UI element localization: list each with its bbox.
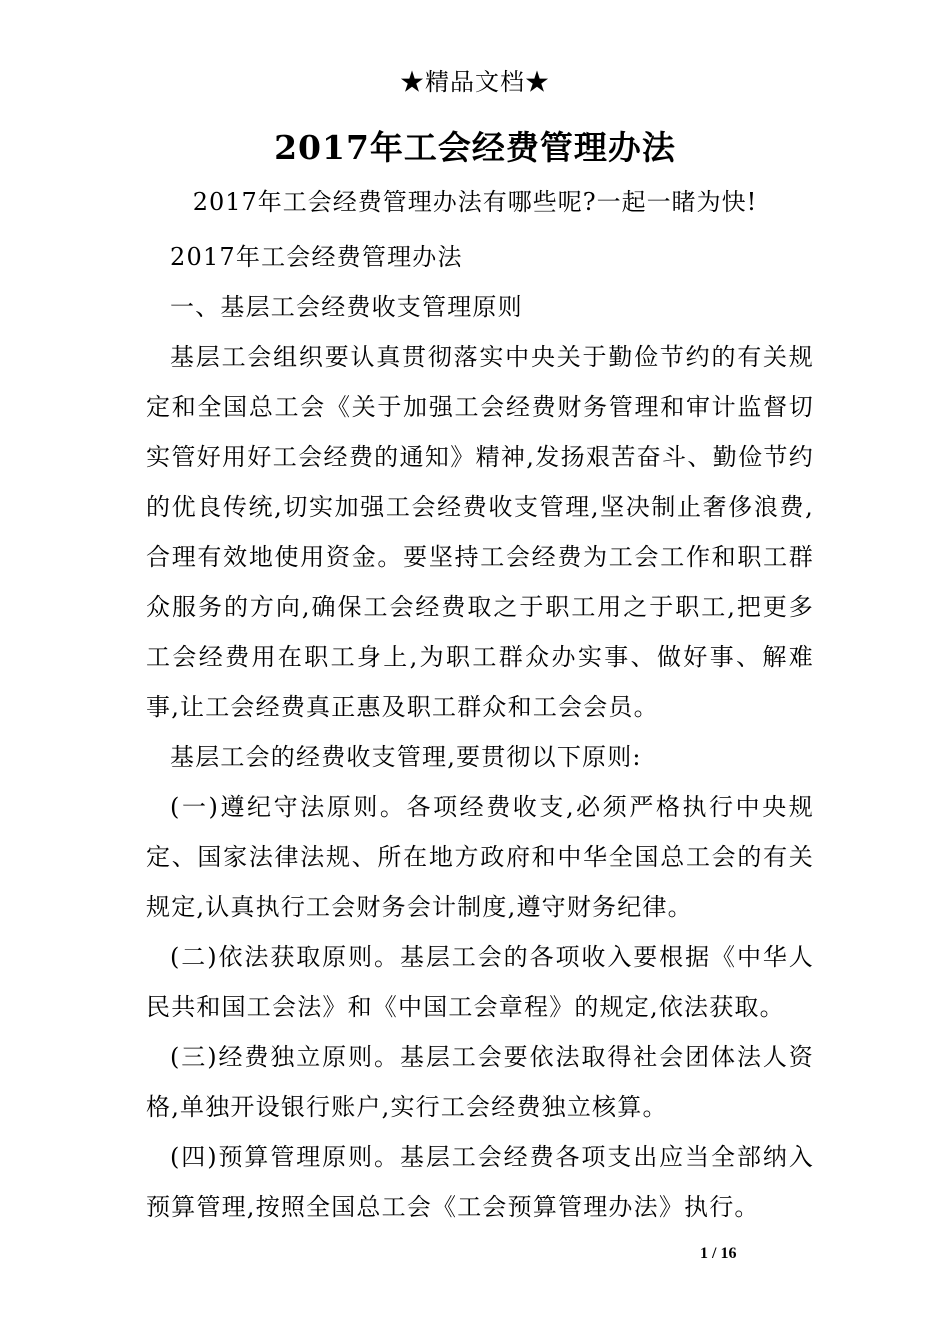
document-body bbox=[146, 232, 814, 1232]
section-heading-principles: 一、基层工会经费收支管理原则 bbox=[170, 293, 523, 321]
principle-item: (二)依法获取原则。基层工会的各项收入要根据《中华人民共和国工会法》和《中国工会章程》的规定,依法获取。 bbox=[146, 943, 814, 1021]
document-subtitle: 2017年工会经费管理办法有哪些呢?一起一睹为快! bbox=[192, 188, 758, 216]
header-quality-mark: ★精品文档★ bbox=[400, 68, 550, 96]
body-paragraph: 基层工会的经费收支管理,要贯彻以下原则: bbox=[170, 743, 642, 771]
principle-item: (一)遵纪守法原则。各项经费收支,必须严格执行中央规定、国家法律法规、所在地方政府和中华全国总工会的有关规定,认真执行工会财务会计制度,遵守财务纪律。 bbox=[146, 793, 814, 921]
section-heading-title: 2017年工会经费管理办法 bbox=[170, 243, 463, 271]
page-number: 1 / 16 bbox=[700, 1245, 737, 1262]
body-paragraph: 基层工会组织要认真贯彻落实中央关于勤俭节约的有关规定和全国总工会《关于加强工会经费财务管理和审计监督切实管好用好工会经费的通知》精神,发扬艰苦奋斗、勤俭节约的优良传统,切实加强工会经费收支管理,坚决制止奢侈浪费,合理有效地使用资金。要坚持工会经费为工会工作和职工群众服务的方向,确保工会经费取之于职工用之于职工,把更多工会经费用在职工身上,为职工群众办实事、做好事、解难事,让工会经费真正惠及职工群众和工会会员。 bbox=[146, 343, 814, 721]
document-title: 2017年工会经费管理办法 bbox=[274, 128, 676, 167]
principle-item: (三)经费独立原则。基层工会要依法取得社会团体法人资格,单独开设银行账户,实行工会经费独立核算。 bbox=[146, 1043, 814, 1121]
principle-item: (四)预算管理原则。基层工会经费各项支出应当全部纳入预算管理,按照全国总工会《工会预算管理办法》执行。 bbox=[146, 1143, 814, 1221]
